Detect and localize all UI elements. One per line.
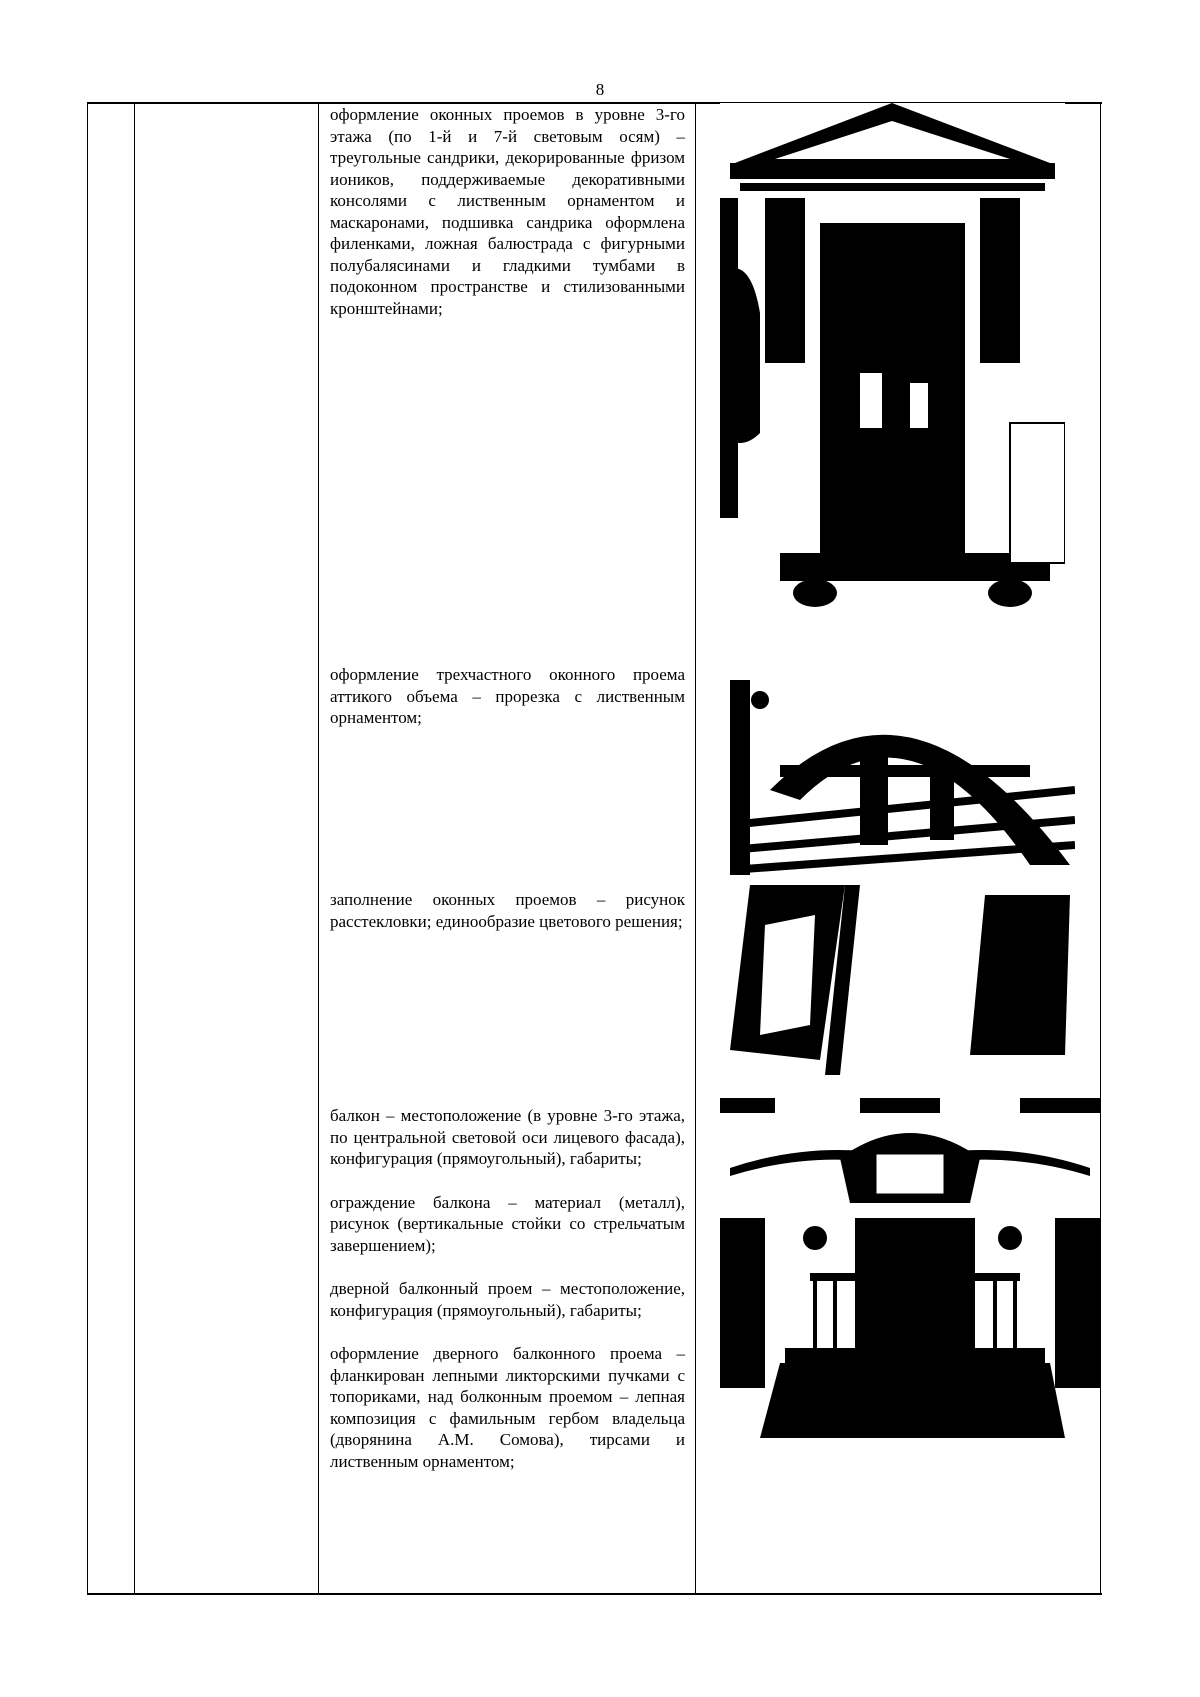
row-description: оформление оконных проемов в уровне 3-го этажа (по 1-й и 7-й световым осям) – треугольные сандрики, декорированные фризом иоников, поддерживаемые декоративными консолями с лиственным орнаментом и маскаронами, подшивка сандрика оформлена филенками, ложная балюстрада с фигурными полубалясинами и гладкими тумбами в подоконном пространстве и стилизованными кронштейнами; [330, 105, 685, 318]
row-description: балкон – местоположение (в уровне 3-го этажа, по центральной световой оси лицевого фасада), конфигурация (прямоугольный), габариты; [330, 1106, 685, 1168]
table-row [330, 889, 685, 932]
table-row [330, 664, 685, 729]
table-column-divider-3 [695, 102, 696, 1595]
page-number: 8 [595, 80, 605, 99]
attic-window-photo [730, 660, 1075, 875]
table-column-divider-2 [318, 102, 319, 1595]
table-border-left [87, 102, 88, 1595]
row-description: дверной балконный проем – местоположение, конфигурация (прямоугольный), габариты; [330, 1279, 685, 1320]
row-description: заполнение оконных проемов – рисунок расстекловки; единообразие цветового решения; [330, 890, 685, 931]
window-glazing-photo [725, 885, 1095, 1085]
row-description: оформление дверного балконного проема – фланкирован лепными ликторскими пучками с топориками, над болконным проемом – лепная композиция с фамильным гербом владельца (дворянина А.М. Сомова), тирсами и лиственным орнаментом; [330, 1344, 685, 1471]
row-description: ограждение балкона – материал (металл), рисунок (вертикальные стойки со стрельчатым завершением); [330, 1192, 685, 1255]
window-pediment-photo [720, 103, 1065, 630]
table-row [330, 104, 685, 319]
row-description: оформление трехчастного оконного проема аттикого объема – прорезка с лиственным орнаментом; [330, 665, 685, 727]
table-column-divider-1 [134, 102, 135, 1595]
balcony-photo [720, 1098, 1100, 1438]
table-row [330, 1105, 685, 1472]
table-border-right [1100, 102, 1101, 1595]
